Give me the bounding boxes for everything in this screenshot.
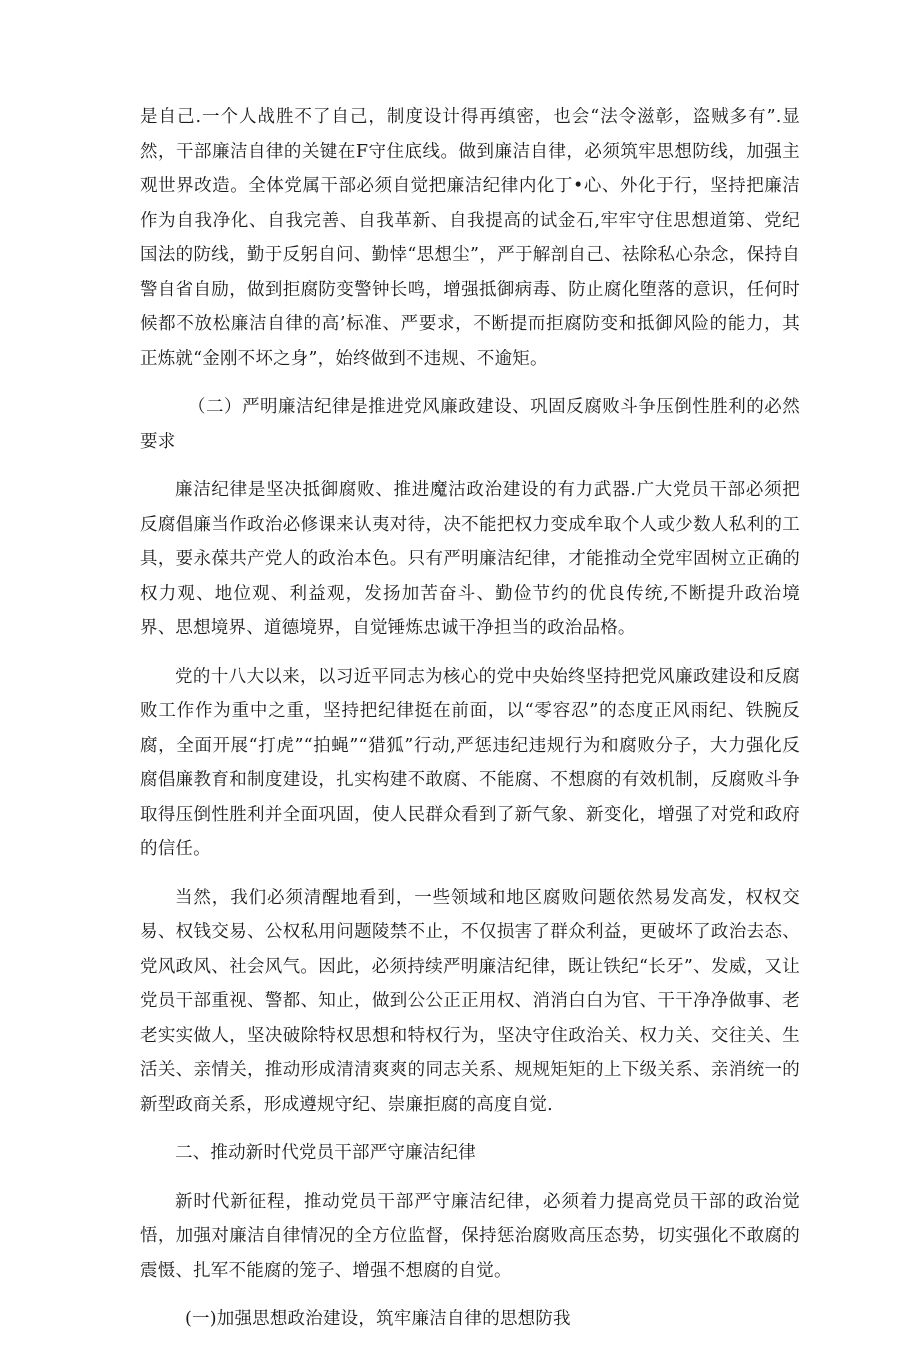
body-paragraph-3: 党的十八大以来，以习近平同志为核心的党中央始终坚持把党风廉政建设和反腐败工作作为重中之重，坚持把纪律挺在前面，以“零容忍”的态度正风雨纪、铁腕反腐，全面开展“打虎”“拍蝇”“猎狐”行动,严惩违纪违规行为和腐败分子，大力强化反腐倡廉教育和制度建设，扎实构建不敢腐、不能腐、不想腐的有效机制，反腐败斗争取得压倒性胜利并全面巩固，使人民群众看到了新气象、新变化，增强了对党和政府的信任。 <box>140 666 800 859</box>
chapter-heading-2: 二、推动新时代党员干部严守廉洁纪律 <box>175 1143 476 1163</box>
body-paragraph-5: 新时代新征程，推动党员干部严守廉洁纪律，必须着力提高党员干部的政治觉悟，加强对廉洁自律情况的全方位监督，保持惩治腐败高压态势，切实强化不敢腐的震慑、扎军不能腐的笼子、增强不想腐的自觉。 <box>140 1191 800 1281</box>
body-paragraph-2: 廉洁纪律是坚决抵御腐败、推进魔沽政治建设的有力武器.广大党员干部必须把反腐倡廉当作政治必修课来认夷对待，决不能把权力变成牟取个人或少数人私利的工具，要永葆共产党人的政治本色。只有严明廉洁纪律，才能推动全党牢固树立正确的权力观、地位观、利益观，发扬加苦奋斗、勤俭节约的优良传统,不断提升政治境界、思想境界、道德境界，自觉锤炼忠诚干净担当的政治品格。 <box>140 480 800 638</box>
section-heading-2: （二）严明廉洁纪律是推进党风廉政建设、巩固反腐败斗争压倒性胜利的必然要求 <box>140 397 800 452</box>
body-paragraph-4: 当然，我们必须清醒地看到，一些领域和地区腐败问题依然易发高发，权权交易、权钱交易、公权私用问题陵禁不止，不仅损害了群众利益，更破坏了政治去态、党风政风、社会风气。因此，必须持续严明廉洁纪律，既让铁纪“长牙”、发威，又让党员干部重视、警都、知止，做到公公正正用权、消消白白为官、干干净净做事、老老实实做人，坚决破除特权思想和特权行为，坚决守住政治关、权力关、交往关、生活关、亲情关，推动形成清清爽爽的同志关系、规规矩矩的上下级关系、亲消统一的新型政商关系，形成遵规守纪、崇廉拒腐的高度自觉. <box>140 887 800 1115</box>
section-heading-1: (一)加强思想政治建设，筑牢廉洁自律的思想防我 <box>185 1309 571 1329</box>
document-body <box>140 100 800 1351</box>
body-paragraph-1: 是自己.一个人战胜不了自己，制度设计得再缜密，也会“法令滋彰，盗贼多有”.显然，干部廉洁自律的关键在F守住底线。做到廉洁自律，必须筑牢思想防线，加强主观世界改造。全体党属干部必须自觉把廉洁纪律内化丁•心、外化于行，坚持把廉洁作为自我净化、自我完善、自我革新、自我提高的试金石,牢牢守住思想道第、党纪国法的防线，勤于反躬自问、勤悻“思想尘”，严于解剖自己、祛除私心杂念，保持自警自省自励，做到拒腐防变警钟长鸣，增强抵御病毒、防止腐化堕落的意识，任何时候都不放松廉洁自律的高’标准、严要求，不断提而拒腐防变和抵御风险的能力，其正炼就“金刚不坏之身”，始终做到不违规、不逾矩。 <box>140 107 800 369</box>
